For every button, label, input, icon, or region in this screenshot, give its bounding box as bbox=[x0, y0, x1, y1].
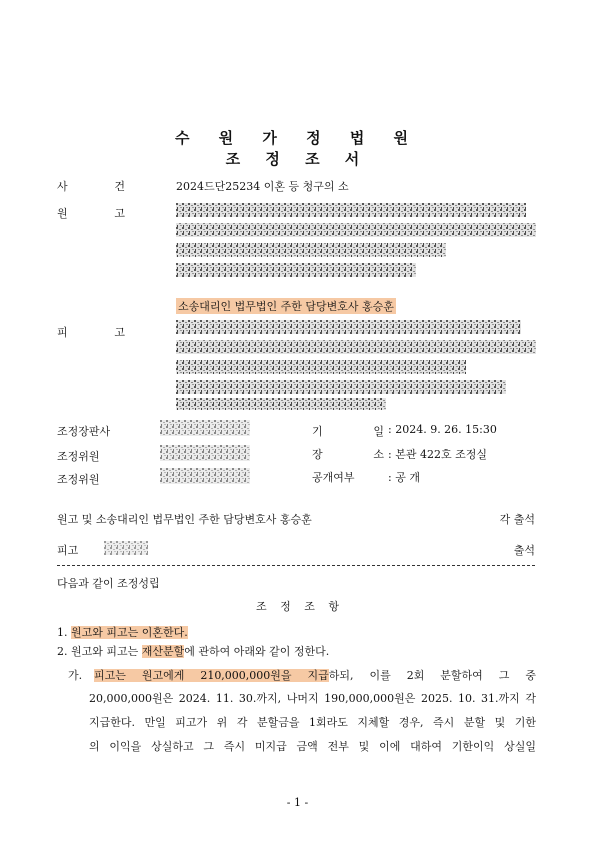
mediator-2-label: 조정위원 bbox=[57, 473, 100, 486]
term-2a-line-1 bbox=[94, 667, 536, 683]
term-2a-line-4: 의 이익을 상실하고 그 즉시 미지급 금액 전부 및 이에 대하여 기한이익 상실일 bbox=[89, 740, 536, 753]
term-1-text: 원고와 피고는 이혼한다. bbox=[71, 626, 188, 639]
defendant-attendance-label: 피고 bbox=[57, 544, 79, 557]
term-2 bbox=[57, 643, 329, 659]
case-value: 2024드단25234 이혼 등 청구의 소 bbox=[176, 180, 349, 193]
plaintiff-counsel: 소송대리인 법무법인 주한 담당변호사 홍승훈 bbox=[178, 300, 394, 313]
term-2a-line-3: 지급한다. 만일 피고가 위 각 분할금을 1회라도 지체할 경우, 즉시 분할 및 기한 bbox=[89, 716, 536, 729]
term-2a-line-2: 20,000,000원은 2024. 11. 30.까지, 나머지 190,000,000원은 2025. 10. 31.까지 각 bbox=[89, 692, 536, 705]
public-value: : 공 개 bbox=[388, 471, 420, 484]
plaintiff-attendance-status: 각 출석 bbox=[499, 513, 535, 526]
hearing-date-value: : 2024. 9. 26. 15:30 bbox=[388, 423, 497, 436]
term-2-highlight: 재산분할 bbox=[141, 645, 185, 658]
case-label: 사 건 bbox=[57, 180, 125, 193]
plaintiff-label: 원 고 bbox=[57, 207, 125, 220]
document-title: 조 정 조 서 bbox=[225, 150, 370, 168]
hearing-date-label: 기 일 bbox=[312, 425, 384, 438]
plaintiff-info-redaction bbox=[176, 203, 536, 291]
term-2a-line-1-rest: 하되, 이를 2회 분할하여 그 중 bbox=[328, 669, 536, 682]
intro-text: 다음과 같이 조정성립 bbox=[57, 577, 160, 590]
page-number: - 1 - bbox=[286, 796, 309, 809]
place-value: : 본관 422호 조정실 bbox=[388, 448, 487, 461]
mediator-2-redaction bbox=[160, 468, 250, 484]
section-divider bbox=[57, 565, 535, 566]
presiding-judge-redaction bbox=[160, 420, 250, 436]
presiding-judge-label: 조정장판사 bbox=[57, 425, 111, 438]
term-1-number: 1. bbox=[57, 626, 71, 639]
mediator-1-label: 조정위원 bbox=[57, 450, 100, 463]
term-1 bbox=[57, 624, 188, 640]
redaction-noise-icon bbox=[176, 203, 536, 291]
redaction-noise-icon bbox=[176, 320, 536, 412]
term-2-suffix: 에 관하여 아래와 같이 정한다. bbox=[184, 645, 330, 658]
place-label: 장 소 bbox=[312, 448, 384, 461]
public-label: 공개여부 bbox=[312, 471, 355, 484]
defendant-name-redaction bbox=[104, 540, 148, 554]
term-2a-highlight: 피고는 원고에게 210,000,000원을 지급 bbox=[94, 669, 329, 682]
defendant-attendance-status: 출석 bbox=[513, 544, 535, 557]
defendant-label: 피 고 bbox=[57, 326, 125, 339]
court-name: 수 원 가 정 법 원 bbox=[174, 129, 421, 147]
mediator-1-redaction bbox=[160, 445, 250, 461]
terms-heading: 조 정 조 항 bbox=[256, 600, 339, 613]
term-2a-marker: 가. bbox=[68, 669, 83, 682]
plaintiff-attendance: 원고 및 소송대리인 법무법인 주한 담당변호사 홍승훈 bbox=[57, 513, 312, 526]
term-2-prefix: 2. 원고와 피고는 bbox=[57, 645, 142, 658]
defendant-info-redaction bbox=[176, 320, 536, 412]
